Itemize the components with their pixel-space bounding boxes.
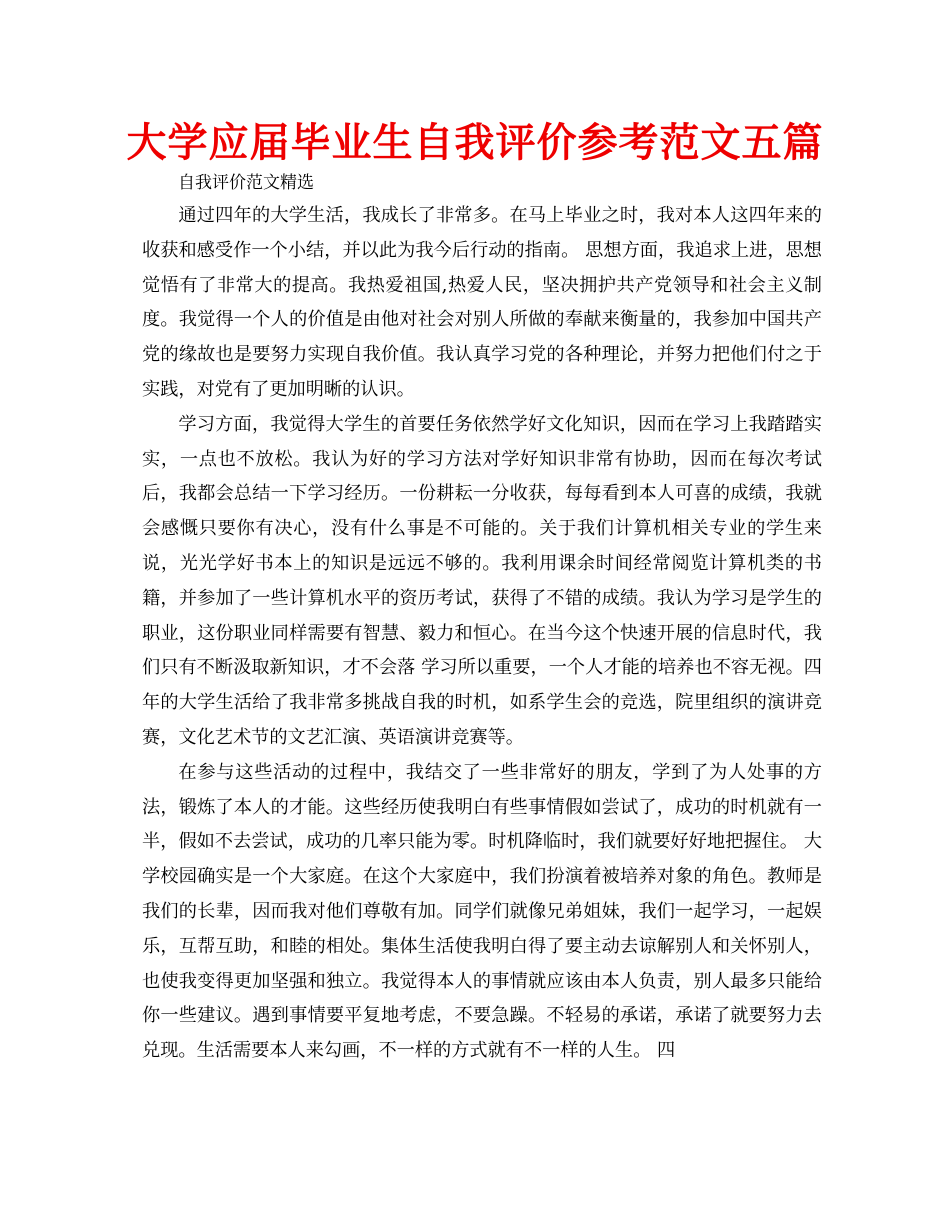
paragraph-activities: 在参与这些活动的过程中，我结交了一些非常好的朋友，学到了为人处事的方法，锻炼了本人的才能。这些经历使我明白有些事情假如尝试了，成功的时机就有一半，假如不去尝试，成功的几率只能为零。时机降临时，我们就要好好地把握住。 大学校园确实是一个大家庭。在这个大家庭中，我们扮演着被培养对象的角色。教师是我们的长辈，因而我对他们尊敬有加。同学们就像兄弟姐妹，我们一起学习，一起娱乐，互帮互助，和睦的相处。集体生活使我明白得了要主动去谅解别人和关怀别人，也使我变得更加坚强和独立。我觉得本人的事情就应该由本人负责，别人最多只能给你一些建议。遇到事情要平复地考虑，不要急躁。不轻易的承诺，承诺了就要努力去兑现。生活需要本人来勾画，不一样的方式就有不一样的人生。 四 xyxy=(142,761,822,1062)
document-title: 大学应届毕业生自我评价参考范文五篇 xyxy=(126,120,824,166)
paragraph-thought: 通过四年的大学生活，我成长了非常多。在马上毕业之时，我对本人这四年来的收获和感受作一个小结，并以此为我今后行动的指南。 思想方面，我追求上进，思想觉悟有了非常大的提高。我热爱祖国,热爱人民，坚决拥护共产党领导和社会主义制度。我觉得一个人的价值是由他对社会对别人所做的奉献来衡量的，我参加中国共产党的缘故也是要努力实现自我价值。我认真学习党的各种理论，并努力把他们付之于实践，对党有了更加明晰的认识。 xyxy=(142,205,822,400)
paragraph-study: 学习方面，我觉得大学生的首要任务依然学好文化知识，因而在学习上我踏踏实实，一点也不放松。我认为好的学习方法对学好知识非常有协助，因而在每次考试后，我都会总结一下学习经历。一份耕耘一分收获，每每看到本人可喜的成绩，我就会感慨只要你有决心，没有什么事是不可能的。关于我们计算机相关专业的学生来说，光光学好书本上的知识是远远不够的。我利用课余时间经常阅览计算机类的书籍，并参加了一些计算机水平的资历考试，获得了不错的成绩。我认为学习是学生的职业，这份职业同样需要有智慧、毅力和恒心。在当今这个快速开展的信息时代，我们只有不断汲取新知识，才不会落 学习所以重要，一个人才能的培养也不容无视。四年的大学生活给了我非常多挑战自我的时机，如系学生会的竞选，院里组织的演讲竞赛，文化艺术节的文艺汇演、英语演讲竞赛等。 xyxy=(142,413,822,748)
document-body xyxy=(142,199,822,1069)
document-subtitle: 自我评价范文精选 xyxy=(178,173,314,193)
